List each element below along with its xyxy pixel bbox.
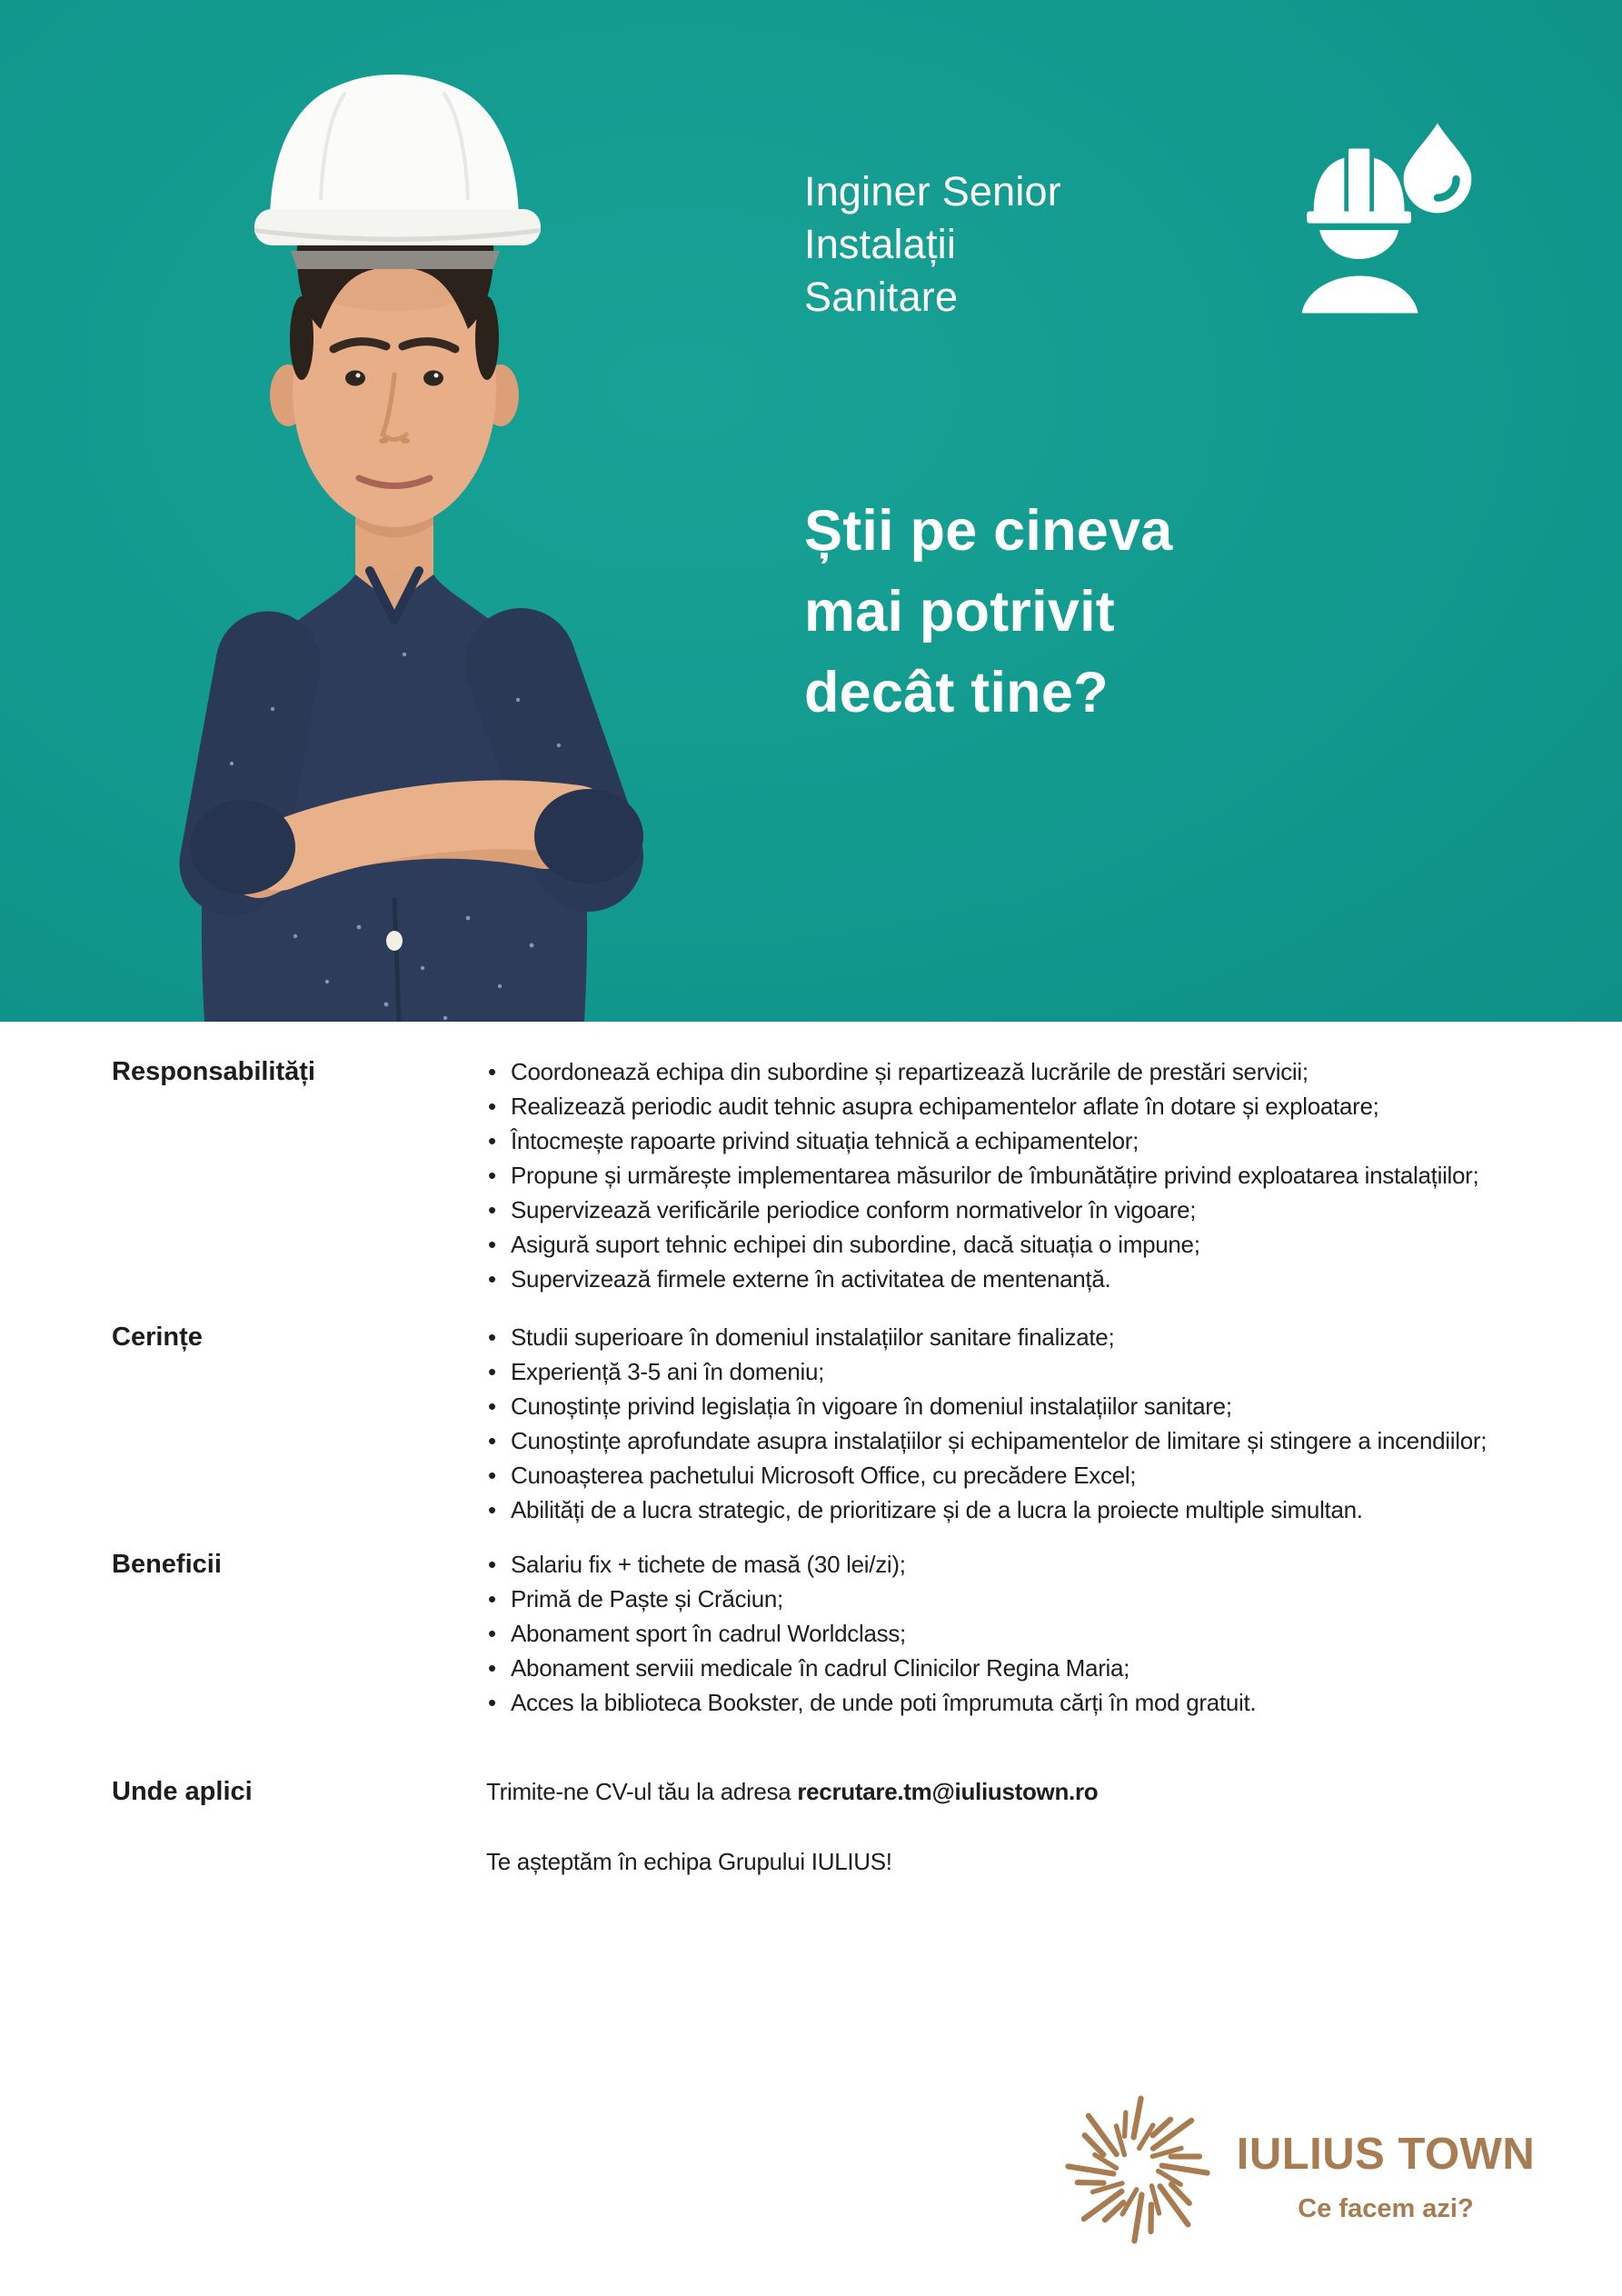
section-beneficii bbox=[112, 1547, 1577, 1720]
hero-section bbox=[0, 0, 1622, 1022]
list-item: • Supervizează verificările periodice conform normativelor în vigoare; bbox=[486, 1193, 1577, 1227]
bullet-list bbox=[486, 1054, 1577, 1296]
sunburst-logo-icon bbox=[1057, 2089, 1219, 2251]
apply-text bbox=[486, 1774, 1577, 1879]
brand-name: IULIUS TOWN bbox=[1236, 2130, 1536, 2179]
headline-line: Știi pe cineva bbox=[804, 499, 1173, 563]
headline-line: decât tine? bbox=[804, 661, 1109, 724]
list-item: • Cunoașterea pachetului Microsoft Office, cu precădere Excel; bbox=[486, 1458, 1577, 1492]
list-item: • Abonament serviii medicale în cadrul Clinicilor Regina Maria; bbox=[486, 1651, 1577, 1685]
apply-prefix: Trimite-ne CV-ul tău la adresa bbox=[486, 1778, 798, 1805]
list-item: • Primă de Paște și Crăciun; bbox=[486, 1582, 1577, 1616]
list-item: • Salariu fix + tichete de masă (30 lei/zi); bbox=[486, 1547, 1577, 1582]
brand-text bbox=[1222, 2129, 1549, 2224]
bullet-list bbox=[486, 1547, 1577, 1720]
list-item: • Acces la biblioteca Bookster, de unde poti împrumuta cărți în mod gratuit. bbox=[486, 1685, 1577, 1720]
apply-email: recrutare.tm@iuliustown.ro bbox=[797, 1778, 1099, 1805]
list-item: • Realizează periodic audit tehnic asupra echipamentelor aflate în dotare și exploatare; bbox=[486, 1089, 1577, 1123]
job-title-line: Inginer Senior bbox=[804, 168, 1061, 215]
list-item: • Propune și urmărește implementarea măsurilor de îmbunătățire privind exploatarea instalațiilor; bbox=[486, 1158, 1577, 1193]
section-label: Cerințe bbox=[112, 1323, 203, 1352]
job-title-line: Instalații bbox=[804, 221, 957, 267]
list-item: • Abonament sport în cadrul Worldclass; bbox=[486, 1616, 1577, 1651]
headline bbox=[804, 491, 1172, 734]
section-label: Unde aplici bbox=[112, 1777, 253, 1806]
list-item: • Supervizează firmele externe în activitatea de mentenanță. bbox=[486, 1262, 1577, 1296]
section-label: Beneficii bbox=[112, 1550, 222, 1579]
section-label: Responsabilități bbox=[112, 1057, 315, 1086]
brand-tagline: Ce facem azi? bbox=[1298, 2194, 1474, 2223]
list-item: • Coordonează echipa din subordine și repartizează lucrările de prestări servicii; bbox=[486, 1054, 1577, 1089]
brand-footer bbox=[0, 2072, 1622, 2272]
list-item: • Întocmește rapoarte privind situația tehnică a echipamentelor; bbox=[486, 1123, 1577, 1158]
job-title bbox=[804, 165, 1061, 324]
section-unde-aplici bbox=[112, 1774, 1577, 1879]
list-item: • Asigură suport tehnic echipei din subordine, dacă situația o impune; bbox=[486, 1227, 1577, 1262]
bullet-list bbox=[486, 1320, 1577, 1527]
list-item: • Studii superioare în domeniul instalațiilor sanitare finalizate; bbox=[486, 1320, 1577, 1354]
job-title-line: Sanitare bbox=[804, 274, 959, 320]
list-item: • Experiență 3-5 ani în domeniu; bbox=[486, 1354, 1577, 1389]
engineer-photo bbox=[86, 73, 713, 1022]
list-item: • Cunoștințe privind legislația în vigoare în domeniul instalațiilor sanitare; bbox=[486, 1389, 1577, 1423]
list-item: • Abilități de a lucra strategic, de prioritizare și de a lucra la proiecte multiple simultan. bbox=[486, 1492, 1577, 1527]
apply-closing: Te așteptăm în echipa Grupului IULIUS! bbox=[486, 1848, 892, 1875]
section-responsabilitati bbox=[112, 1054, 1577, 1296]
list-item: • Cunoștințe aprofundate asupra instalațiilor și echipamentelor de limitare și stingere a incendiilor; bbox=[486, 1423, 1577, 1458]
engineer-water-drop-icon bbox=[1295, 116, 1490, 320]
section-cerinte bbox=[112, 1320, 1577, 1527]
headline-line: mai potrivit bbox=[804, 580, 1115, 644]
apply-line bbox=[486, 1774, 1577, 1809]
